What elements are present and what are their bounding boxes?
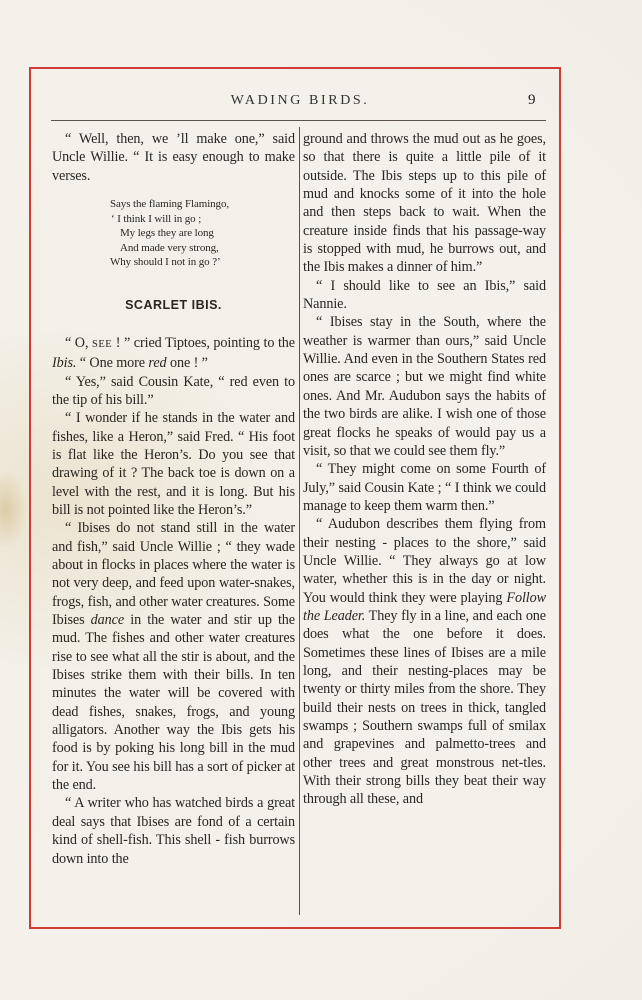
header-rule — [51, 120, 546, 121]
paragraph — [303, 515, 546, 809]
running-title: WADING BIRDS. — [230, 93, 370, 108]
italic-text: dance — [90, 612, 125, 629]
poem-line: My legs they are long — [120, 227, 214, 240]
right-column — [303, 130, 546, 809]
text-run: “ Ibises do not stand still in the water and fish,” said Uncle Willie ; “ they wade about in flocks in places where the water is not very deep, and feed upon water-snakes, frogs, fish, and other water creatures. Some Ibises — [52, 520, 295, 629]
section-heading: SCARLET IBIS. — [125, 297, 222, 312]
text-run: ! ” cried Tiptoes, pointing to the — [112, 334, 295, 351]
text-run: They fly in a line, and each one does what the one before it does. Sometimes these lines of Ibises are a mile long, and their nesting-places may be twenty or thirty miles from the shore. They build their nests on trees in thick, tangled swamps ; Southern swamps full of smilax and grapevines and palmetto-trees and other trees and great monstrous net-tles. With their strong bills they beat their way through all these, and — [303, 607, 546, 808]
paper-stain — [0, 470, 28, 550]
poem-line: ‘ I think I will in go ; — [111, 212, 202, 225]
text-run: one ! ” — [166, 355, 208, 372]
column-divider — [299, 127, 300, 915]
paragraph: “ Yes,” said Cousin Kate, “ red even to the tip of his bill.” — [52, 373, 295, 408]
text-run: “ One more — [76, 355, 149, 372]
left-column — [52, 130, 295, 868]
text-run: “ Audubon describes them flying from their nesting - places to the shore,” said Uncle Willie. “ They always go at low water, whether this is in the day or night. You would think they were playing — [303, 516, 546, 606]
italic-text: red — [148, 355, 167, 372]
running-head — [0, 93, 642, 113]
paragraph: “ Ibises stay in the South, where the weather is warmer than ours,” said Uncle Willie. And even in the Southern States red ones are scarce ; but we might find white ones. And Mr. Audubon says the habits of the two birds are alike. I wish one of those great flocks he speaks of would pay us a visit, so that we could see them fly.” — [303, 314, 546, 459]
poem-line: And made very strong, — [120, 241, 219, 254]
poem-line: Says the flaming Flamingo, — [110, 198, 230, 211]
poem-line: Why should I not in go ?’ — [110, 256, 221, 269]
text-run: in the water and stir up the mud. The fishes and other water creatures rise to see what all the stir is about, and the Ibises strike them with their bills. In ten minutes the water will be covered with dead fishes, snakes, frogs, and young alligators. Another way the Ibis gets his food is by poking his long bill in the mud for it. You see his bill has a sort of picker at the end. — [52, 612, 296, 794]
flamingo-poem — [110, 197, 295, 270]
paragraph — [52, 334, 295, 373]
paragraph: “ They might come on some Fourth of July,” said Cousin Kate ; “ I think we could manage to keep them warm then.” — [303, 461, 546, 514]
paragraph: “ A writer who has watched birds a great deal says that Ibises are fond of a certain kind of shell-fish. This shell - fish burrows down into the — [52, 795, 295, 867]
page-number: 9 — [528, 92, 536, 108]
italic-text: Ibis. — [52, 355, 77, 372]
paragraph: “ I wonder if he stands in the water and fishes, like a Heron,” said Fred. “ His foot is flat like the Heron’s. Do you see that drawing of it ? The back toe is down on a level with the rest, and it is long. But his bill is not pointed like the Heron’s.” — [52, 410, 295, 518]
italic-text: Follow the Leader. — [303, 589, 546, 624]
small-caps-text: SEE — [92, 338, 113, 350]
paragraph: “ Well, then, we ’ll make one,” said Uncle Willie. “ It is easy enough to make verses. — [52, 131, 295, 184]
paragraph — [52, 519, 295, 794]
text-run: “ O, — [65, 334, 92, 351]
paragraph: ground and throws the mud out as he goes, so that there is quite a little pile of it outside. The Ibis steps up to this pile of mud and knocks some of it into the hole and then steps back to wait. When the creature inside finds that his passage-way is stopped with mud, he burrows out, and the Ibis makes a dinner of him.” — [303, 131, 546, 276]
paragraph: “ I should like to see an Ibis,” said Nannie. — [303, 277, 546, 313]
